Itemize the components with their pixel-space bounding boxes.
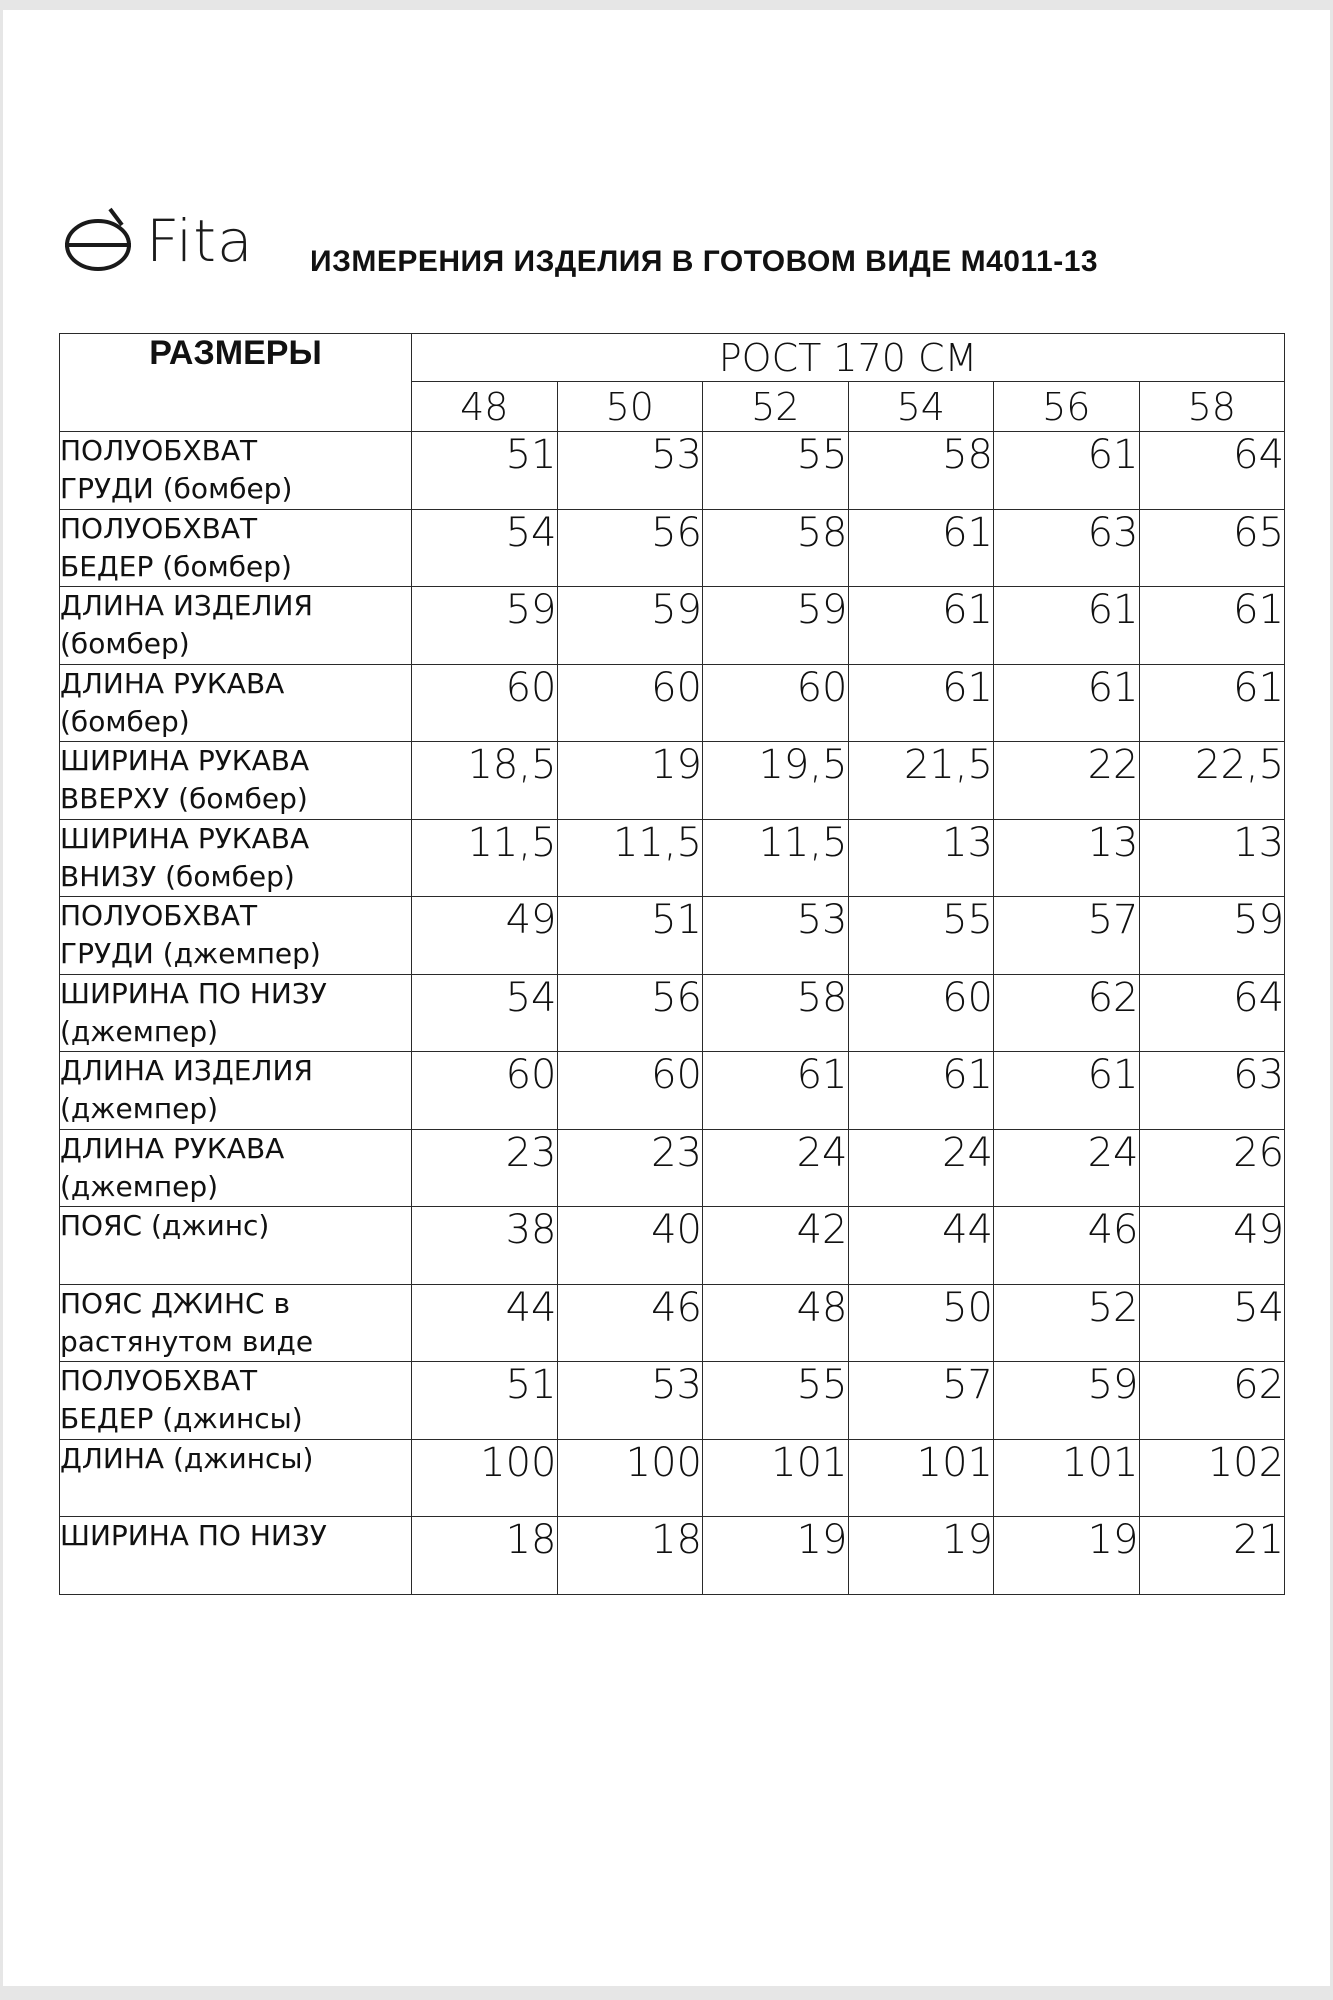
- measurement-value: 40: [557, 1207, 703, 1285]
- size-column-header: 52: [703, 382, 849, 432]
- measurement-value: 56: [557, 509, 703, 587]
- table-row: [60, 432, 1285, 510]
- measurement-value: 63: [994, 509, 1140, 587]
- measurement-value: 44: [412, 1284, 558, 1362]
- measurement-value: 21,5: [848, 742, 994, 820]
- measurement-value: 49: [412, 897, 558, 975]
- measurement-value: 56: [557, 974, 703, 1052]
- measurement-label: ПОЛУОБХВАТ БЕДЕР (бомбер): [60, 509, 412, 587]
- measurement-value: 24: [703, 1129, 849, 1207]
- measurement-value: 54: [1139, 1284, 1285, 1362]
- measurement-value: 24: [848, 1129, 994, 1207]
- measurement-value: 19: [557, 742, 703, 820]
- measurement-value: 61: [703, 1052, 849, 1130]
- table-row: [60, 819, 1285, 897]
- measurement-value: 61: [848, 664, 994, 742]
- measurement-value: 57: [994, 897, 1140, 975]
- measurement-value: 11,5: [412, 819, 558, 897]
- table-row: [60, 1129, 1285, 1207]
- measurement-value: 24: [994, 1129, 1140, 1207]
- measurement-value: 61: [1139, 664, 1285, 742]
- measurement-value: 59: [557, 587, 703, 665]
- measurement-value: 46: [994, 1207, 1140, 1285]
- measurement-value: 60: [848, 974, 994, 1052]
- measurement-value: 46: [557, 1284, 703, 1362]
- measurement-label: ШИРИНА ПО НИЗУ: [60, 1517, 412, 1595]
- measurement-value: 57: [848, 1362, 994, 1440]
- measurement-value: 50: [848, 1284, 994, 1362]
- measurement-value: 44: [848, 1207, 994, 1285]
- table-row: [60, 897, 1285, 975]
- measurement-value: 55: [848, 897, 994, 975]
- measurement-value: 19: [994, 1517, 1140, 1595]
- measurement-label: ПОЛУОБХВАТ БЕДЕР (джинсы): [60, 1362, 412, 1440]
- measurement-label: ШИРИНА ПО НИЗУ (джемпер): [60, 974, 412, 1052]
- table-row: [60, 1052, 1285, 1130]
- size-column-header: 58: [1139, 382, 1285, 432]
- measurement-value: 18: [412, 1517, 558, 1595]
- measurement-value: 26: [1139, 1129, 1285, 1207]
- document-header: [62, 205, 1282, 285]
- table-row: [60, 587, 1285, 665]
- measurement-value: 51: [412, 432, 558, 510]
- measurement-value: 61: [848, 1052, 994, 1130]
- measurement-value: 13: [994, 819, 1140, 897]
- measurement-value: 58: [703, 974, 849, 1052]
- measurement-label: ДЛИНА (джинсы): [60, 1439, 412, 1517]
- measurement-label: ПОЛУОБХВАТ ГРУДИ (бомбер): [60, 432, 412, 510]
- measurement-label: ПОЯС ДЖИНС в растянутом виде: [60, 1284, 412, 1362]
- sizes-header-cell: РАЗМЕРЫ: [60, 334, 412, 432]
- measurement-value: 61: [1139, 587, 1285, 665]
- measurement-value: 62: [994, 974, 1140, 1052]
- measurement-value: 60: [557, 664, 703, 742]
- measurement-value: 101: [994, 1439, 1140, 1517]
- table-row: [60, 1207, 1285, 1285]
- measurement-value: 61: [994, 1052, 1140, 1130]
- measurement-value: 60: [557, 1052, 703, 1130]
- table-row: [60, 974, 1285, 1052]
- measurement-value: 54: [412, 974, 558, 1052]
- measurement-label: ДЛИНА ИЗДЕЛИЯ (джемпер): [60, 1052, 412, 1130]
- measurement-value: 55: [703, 1362, 849, 1440]
- measurement-value: 52: [994, 1284, 1140, 1362]
- measurement-value: 49: [1139, 1207, 1285, 1285]
- measurement-value: 63: [1139, 1052, 1285, 1130]
- measurement-value: 65: [1139, 509, 1285, 587]
- table-row: [60, 1362, 1285, 1440]
- brand-logo: [62, 205, 254, 277]
- table-row: [60, 742, 1285, 820]
- measurement-value: 42: [703, 1207, 849, 1285]
- measurement-value: 59: [1139, 897, 1285, 975]
- measurement-value: 61: [848, 509, 994, 587]
- brand-name: Fita: [146, 207, 254, 275]
- measurement-value: 58: [848, 432, 994, 510]
- measurement-label: ШИРИНА РУКАВА ВНИЗУ (бомбер): [60, 819, 412, 897]
- measurement-value: 51: [412, 1362, 558, 1440]
- measurement-value: 61: [994, 432, 1140, 510]
- measurement-value: 59: [412, 587, 558, 665]
- page-frame-bottom: [0, 1986, 1333, 2000]
- table-row: [60, 1439, 1285, 1517]
- measurement-value: 55: [703, 432, 849, 510]
- measurement-value: 59: [994, 1362, 1140, 1440]
- measurement-value: 53: [703, 897, 849, 975]
- size-table-body: [60, 432, 1285, 1595]
- size-column-header: 56: [994, 382, 1140, 432]
- table-row: [60, 509, 1285, 587]
- measurement-value: 100: [412, 1439, 558, 1517]
- page-frame-top: [0, 0, 1333, 10]
- height-header-cell: РОСТ 170 СМ: [412, 334, 1285, 382]
- table-row: [60, 1517, 1285, 1595]
- size-column-header: 50: [557, 382, 703, 432]
- measurement-value: 60: [703, 664, 849, 742]
- measurement-value: 102: [1139, 1439, 1285, 1517]
- measurement-value: 11,5: [703, 819, 849, 897]
- size-column-header: 48: [412, 382, 558, 432]
- measurement-value: 60: [412, 664, 558, 742]
- measurement-value: 19,5: [703, 742, 849, 820]
- measurement-value: 64: [1139, 432, 1285, 510]
- measurement-value: 61: [994, 664, 1140, 742]
- measurement-value: 101: [848, 1439, 994, 1517]
- measurement-value: 38: [412, 1207, 558, 1285]
- table-row: [60, 664, 1285, 742]
- measurement-value: 13: [848, 819, 994, 897]
- fita-logo-icon: [62, 205, 134, 277]
- measurement-value: 51: [557, 897, 703, 975]
- measurement-value: 61: [994, 587, 1140, 665]
- measurement-value: 48: [703, 1284, 849, 1362]
- measurement-value: 13: [1139, 819, 1285, 897]
- measurement-value: 60: [412, 1052, 558, 1130]
- document-title: ИЗМЕРЕНИЯ ИЗДЕЛИЯ В ГОТОВОМ ВИДЕ М4011-13: [310, 245, 1099, 278]
- measurement-value: 64: [1139, 974, 1285, 1052]
- page-frame-left: [0, 0, 3, 2000]
- measurement-value: 101: [703, 1439, 849, 1517]
- measurement-label: ДЛИНА РУКАВА (бомбер): [60, 664, 412, 742]
- measurement-value: 22,5: [1139, 742, 1285, 820]
- measurement-value: 62: [1139, 1362, 1285, 1440]
- measurement-value: 100: [557, 1439, 703, 1517]
- measurement-value: 22: [994, 742, 1140, 820]
- measurement-value: 23: [557, 1129, 703, 1207]
- measurement-value: 11,5: [557, 819, 703, 897]
- measurement-label: ПОЯС (джинс): [60, 1207, 412, 1285]
- measurement-label: ПОЛУОБХВАТ ГРУДИ (джемпер): [60, 897, 412, 975]
- measurement-label: ШИРИНА РУКАВА ВВЕРХУ (бомбер): [60, 742, 412, 820]
- measurement-value: 19: [848, 1517, 994, 1595]
- size-column-header: 54: [848, 382, 994, 432]
- measurement-label: ДЛИНА РУКАВА (джемпер): [60, 1129, 412, 1207]
- measurement-value: 59: [703, 587, 849, 665]
- measurement-value: 54: [412, 509, 558, 587]
- measurement-value: 58: [703, 509, 849, 587]
- measurement-value: 18,5: [412, 742, 558, 820]
- measurement-value: 61: [848, 587, 994, 665]
- table-row: [60, 1284, 1285, 1362]
- measurement-value: 21: [1139, 1517, 1285, 1595]
- measurement-label: ДЛИНА ИЗДЕЛИЯ (бомбер): [60, 587, 412, 665]
- measurement-value: 23: [412, 1129, 558, 1207]
- measurement-value: 53: [557, 432, 703, 510]
- measurement-value: 18: [557, 1517, 703, 1595]
- size-chart-table: [59, 333, 1285, 1595]
- measurement-value: 53: [557, 1362, 703, 1440]
- measurement-value: 19: [703, 1517, 849, 1595]
